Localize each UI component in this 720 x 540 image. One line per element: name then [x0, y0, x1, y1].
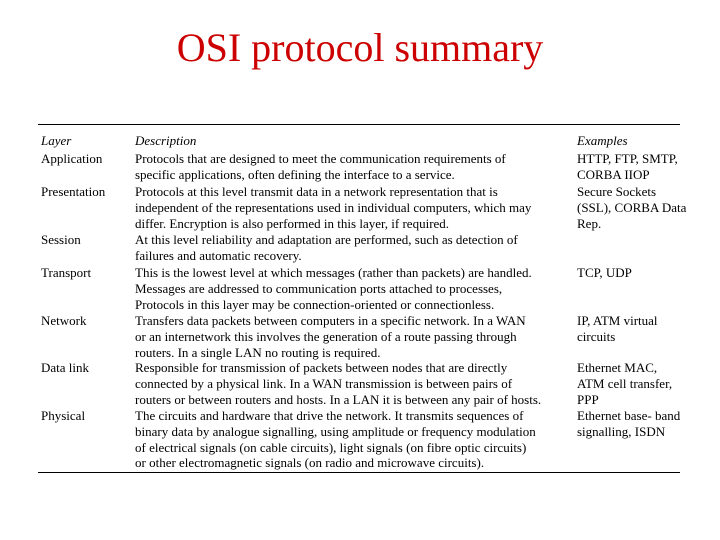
- examples-application: [577, 151, 678, 183]
- layer-network: Network: [41, 313, 87, 328]
- examples-line: PPP: [577, 391, 599, 407]
- description-line: The circuits and hardware that drive the network. It transmits sequences of: [135, 408, 524, 423]
- examples-line: Ethernet base- band: [577, 408, 681, 423]
- examples-line: HTTP, FTP, SMTP,: [577, 151, 678, 166]
- description-line: of electrical signals (on cable circuits), light signals (on fibre optic circuits): [135, 439, 527, 455]
- layer-physical: Physical: [41, 408, 86, 423]
- examples-line: Rep.: [577, 215, 602, 231]
- description-line: binary data by analogue signalling, using amplitude or frequency modulation: [135, 423, 536, 439]
- header-layer: Layer: [41, 133, 72, 148]
- layer-session: Session: [41, 232, 81, 247]
- examples-line: IP, ATM virtual: [577, 313, 658, 328]
- description-data-link: [135, 360, 541, 407]
- examples-line: Ethernet MAC,: [577, 360, 658, 375]
- examples-physical: [577, 408, 680, 440]
- examples-line: ATM cell transfer,: [577, 375, 673, 391]
- description-line: This is the lowest level at which messages (rather than packets) are handled.: [135, 265, 532, 280]
- layer-data-link: Data link: [41, 360, 90, 375]
- examples-network: [577, 313, 658, 345]
- examples-presentation: [577, 184, 686, 231]
- layer-application: Application: [41, 151, 103, 166]
- description-line: Protocols in this layer may be connection-oriented or connectionless.: [135, 296, 495, 312]
- description-transport: [135, 265, 532, 312]
- description-line: routers or between routers and hosts. In a LAN it is between any pair of hosts.: [135, 391, 542, 407]
- page-title: OSI protocol summary: [176, 25, 544, 70]
- description-line: Messages are addressed to communication ports attached to processes,: [135, 280, 503, 296]
- table-bottom-rule: [38, 472, 680, 473]
- examples-line: TCP, UDP: [577, 265, 632, 280]
- description-line: or an internetwork this involves the generation of a route passing through: [135, 328, 517, 344]
- description-line: differ. Encryption is also performed in this layer, if required.: [135, 215, 450, 231]
- description-session: [135, 232, 518, 264]
- description-line: independent of the representations used in individual computers, which may: [135, 199, 532, 215]
- description-line: Protocols that are designed to meet the communication requirements of: [135, 151, 506, 166]
- description-line: failures and automatic recovery.: [135, 247, 302, 263]
- description-line: Transfers data packets between computers in a specific network. In a WAN: [135, 313, 526, 328]
- layer-transport: Transport: [41, 265, 92, 280]
- description-network: [135, 313, 526, 360]
- examples-line: CORBA IIOP: [577, 166, 650, 182]
- description-application: [135, 151, 506, 183]
- examples-line: Secure Sockets: [577, 184, 657, 199]
- examples-line: (SSL), CORBA Data: [577, 199, 687, 215]
- description-presentation: [135, 184, 531, 231]
- layer-presentation: Presentation: [41, 184, 106, 199]
- examples-transport: [577, 265, 632, 281]
- description-line: Responsible for transmission of packets between nodes that are directly: [135, 360, 508, 375]
- description-line: or other electromagnetic signals (on radio and microwave circuits).: [135, 455, 485, 471]
- header-examples: Examples: [577, 133, 628, 148]
- examples-line: circuits: [577, 328, 616, 344]
- header-description: Description: [135, 133, 197, 148]
- description-line: connected by a physical link. In a WAN transmission is between pairs of: [135, 375, 513, 391]
- description-line: At this level reliability and adaptation are performed, such as detection of: [135, 232, 518, 247]
- examples-data-link: [577, 360, 672, 407]
- description-line: Protocols at this level transmit data in a network representation that is: [135, 184, 498, 199]
- description-physical: [135, 408, 536, 471]
- description-line: specific applications, often defining the interface to a service.: [135, 166, 455, 182]
- description-line: routers. In a single LAN no routing is required.: [135, 344, 381, 360]
- examples-line: signalling, ISDN: [577, 423, 666, 439]
